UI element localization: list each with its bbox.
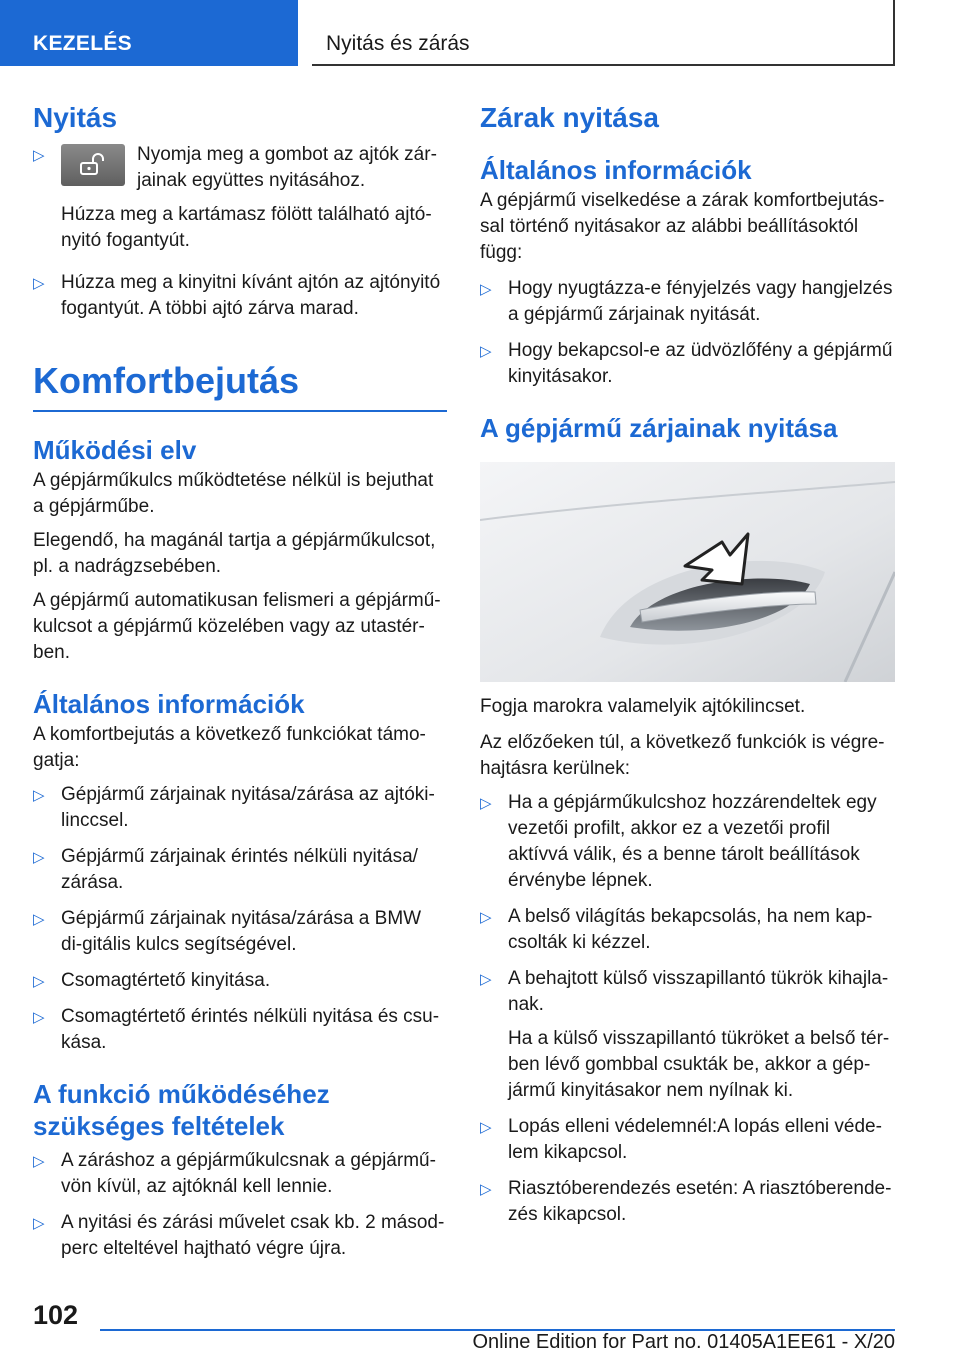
bullet-text: Nyomja meg a gombot az ajtók zár-jainak együttes nyitásához.: [137, 144, 437, 191]
list-item: [480, 276, 894, 328]
bullet-text: Csomagtértető érintés nélküli nyitása és csu-kása.: [61, 1006, 440, 1053]
heading-zarak-nyitasa: Zárak nyitása: [480, 102, 659, 133]
left-column: [33, 98, 447, 1262]
bullet-text: Gépjármű zárjainak nyitása/zárása a BMW di-gitális kulcs segítségével.: [61, 908, 422, 955]
list-item: [33, 782, 447, 834]
heading-feltetelek: A funkció működéséhez szükséges feltételek: [33, 1079, 330, 1141]
list-item: [480, 338, 894, 390]
chapter-title: Nyitás és zárás: [312, 0, 895, 66]
list-item: [33, 270, 447, 322]
bullet-text: Ha a gépjárműkulcshoz hozzárendeltek egy vezetői profilt, akkor ez a vezetői profil aktívvá válik, és a benne tárolt beállítások érvénybe lépnek.: [508, 792, 877, 891]
list-item: [33, 1148, 447, 1200]
bullet-text: Gépjármű zárjainak nyitása/zárása az ajtóki-linccsel.: [61, 784, 435, 831]
bullet-text: A belső világítás bekapcsolás, ha nem kap-csolták ki kézzel.: [508, 906, 873, 953]
list-item: [480, 966, 894, 1018]
paragraph: A gépjármű viselkedése a zárak komfortbejutás-sal történő nyitásakor az alábbi beállításoktól függ:: [480, 190, 885, 263]
list-item: [33, 844, 447, 896]
list-item: [33, 142, 447, 194]
list-item: [480, 790, 894, 894]
bullet-text: A záráshoz a gépjárműkulcsnak a gépjármű-vön kívül, az ajtóknál kell lennie.: [61, 1150, 436, 1197]
bullet-text: A nyitási és zárási művelet csak kb. 2 másod-perc elteltével hajtható végre újra.: [61, 1212, 445, 1259]
list-item: [33, 1210, 447, 1262]
door-handle-photo: [480, 462, 895, 682]
bullet-text: Riasztóberendezés esetén: A riasztóberende-zés kikapcsol.: [508, 1178, 892, 1225]
unlock-button-image: [61, 144, 125, 186]
list-item: [480, 904, 894, 956]
right-column: [480, 98, 894, 1228]
list-item: [33, 968, 447, 994]
bullet-text: Gépjármű zárjainak érintés nélküli nyitása/ zárása.: [61, 846, 418, 893]
bullet-text: Húzza meg a kartámasz fölött található ajtó-nyitó fogantyút.: [61, 204, 432, 251]
page-number: 102: [33, 1300, 79, 1330]
heading-nyitas: Nyitás: [33, 102, 118, 133]
bullet-text: Hogy nyugtázza-e fényjelzés vagy hangjelzés a gépjármű zárjainak nyitását.: [508, 278, 893, 325]
heading-altalanos-info: Általános információk: [480, 155, 752, 185]
section-tab: KEZELÉS: [0, 0, 298, 66]
list-item-continued: [480, 1026, 894, 1104]
paragraph: A komfortbejutás a következő funkciókat támo-gatja:: [33, 724, 426, 771]
bullet-text: Csomagtértető kinyitása.: [61, 970, 271, 991]
list-item-continued: [33, 202, 447, 254]
paragraph: Az előzőeken túl, a következő funkciók is végre-hajtásra kerülnek:: [480, 732, 885, 779]
heading-mukodesi-elv: Működési elv: [33, 435, 197, 465]
list-item: [480, 1114, 894, 1166]
bullet-text: Lopás elleni védelemnél:A lopás elleni véde-lem kikapcsol.: [508, 1116, 882, 1163]
list-item: [480, 1176, 894, 1228]
paragraph: Elegendő, ha magánál tartja a gépjárműkulcsot, pl. a nadrágzsebében.: [33, 530, 436, 577]
paragraph: A gépjármű automatikusan felismeri a gépjármű-kulcsot a gépjármű közelében vagy az utastér-ben.: [33, 590, 441, 663]
heading-altalanos-info: Általános információk: [33, 689, 305, 719]
paragraph: A gépjárműkulcs működtetése nélkül is bejuthat a gépjárműbe.: [33, 470, 434, 517]
door-handle-illustration: [480, 462, 895, 682]
edition-text: Online Edition for Part no. 01405A1EE61 - X/20: [472, 1331, 895, 1353]
list-item: [33, 906, 447, 958]
bullet-text: Ha a külső visszapillantó tükröket a belső tér-ben lévő gombbal csukták be, akkor a gép-jármű kinyitásakor nem nyílnak ki.: [508, 1028, 890, 1101]
bullet-text: Húzza meg a kinyitni kívánt ajtón az ajtónyitó fogantyút. A többi ajtó zárva marad.: [61, 272, 441, 319]
heading-komfortbejutas: Komfortbejutás: [33, 356, 447, 412]
list-item: [33, 1004, 447, 1056]
paragraph: Fogja marokra valamelyik ajtókilincset.: [480, 696, 806, 717]
heading-gepjarmu-nyitasa: A gépjármű zárjainak nyitása: [480, 413, 838, 443]
bullet-text: Hogy bekapcsol-e az üdvözlőfény a gépjármű kinyitásakor.: [508, 340, 893, 387]
unlock-icon: [79, 153, 107, 175]
bullet-text: A behajtott külső visszapillantó tükrök kihajla-nak.: [508, 968, 889, 1015]
